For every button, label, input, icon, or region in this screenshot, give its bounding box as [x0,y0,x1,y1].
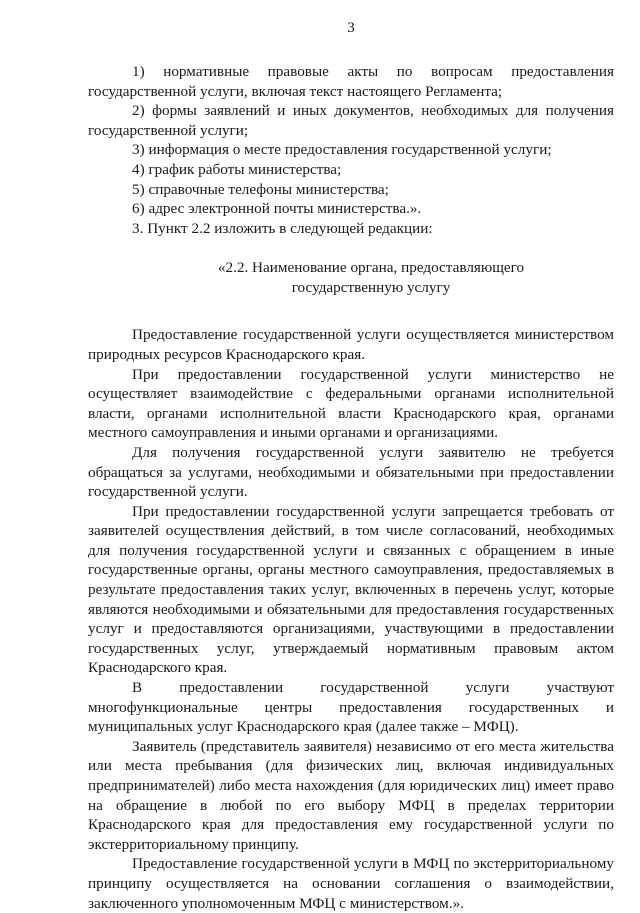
list-item-4: 4) график работы министерства; [132,160,342,178]
paragraph-3: Для получения государственной услуги заявителю не требуется обращаться за услугами, необходимыми и обязательными при предоставлении государственной услуги. [88,443,614,501]
paragraph-4: При предоставлении государственной услуги запрещается требовать от заявителей осуществления действий, в том числе согласований, необходимых для получения государственной услуги и связанных с обращением в иные государственные органы, органы местного самоуправления, предоставляемых в результате предоставления таких услуг, включенных в перечень услуг, которые являются необходимыми и обязательными для предоставления государственных услуг и предоставляются организациями, участвующими в предоставлении государственных услуг, утверждаемый нормативным правовым актом Краснодарского края. [88,502,614,677]
page-number: 3 [347,20,355,36]
document-body [88,62,614,913]
paragraph-1: Предоставление государственной услуги осуществляется министерством природных ресурсов Краснодарского края. [88,326,614,363]
paragraph-5: В предоставлении государственной услуги участвуют многофункциональные центры предоставления государственных и муниципальных услуг Краснодарского края (далее также – МФЦ). [88,679,614,736]
amendment-instruction: 3. Пункт 2.2 изложить в следующей редакции: [132,219,433,237]
paragraph-6: Заявитель (представитель заявителя) независимо от его места жительства или места пребывания (для физических лиц, включая индивидуальных предпринимателей) либо места нахождения (для юридических лиц) имеет право на обращение в любой по его выбору МФЦ в пределах территории Краснодарского края для предоставления ему государственной услуги по экстерриториальному принципу. [88,737,614,853]
section-heading-line-2: государственную услугу [291,279,451,297]
list-item-1: 1) нормативные правовые акты по вопросам предоставления государственной услуги, включая текст настоящего Регламента; [88,63,614,100]
paragraph-2: При предоставлении государственной услуги министерство не осуществляет взаимодействие с федеральными органами исполнительной власти, органами исполнительной власти Краснодарского края, органами местного самоуправления и иными органами и организациями. [88,365,614,442]
section-heading [88,258,614,298]
paragraph-7: Предоставление государственной услуги в МФЦ по экстерриториальному принципу осуществляется на основании соглашения о взаимодействии, заключенного уполномоченным МФЦ с министерством.». [88,855,614,912]
list-item-2: 2) формы заявлений и иных документов, необходимых для получения государственной услуги; [88,102,614,139]
section-heading-line-1: «2.2. Наименование органа, предоставляющего [217,259,525,277]
list-item-3: 3) информация о месте предоставления государственной услуги; [132,141,552,159]
list-item-6: 6) адрес электронной почты министерства.». [132,200,422,218]
list-item-5: 5) справочные телефоны министерства; [132,180,389,198]
